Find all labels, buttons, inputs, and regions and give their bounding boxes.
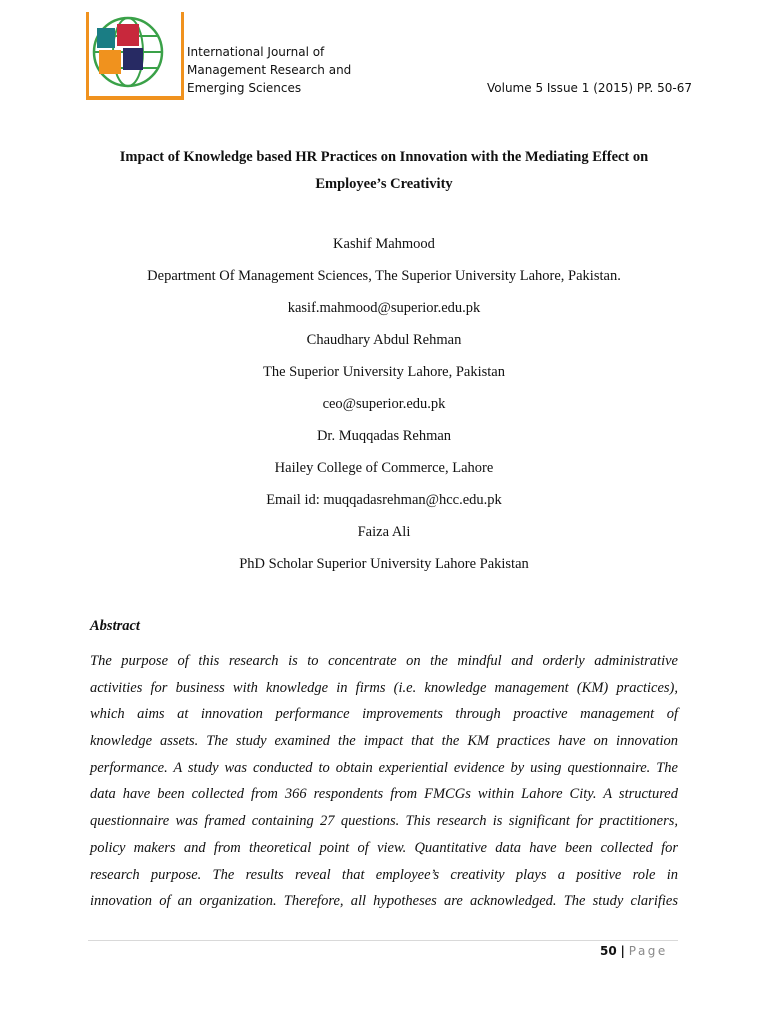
author-name: Dr. Muqqadas Rehman (316, 428, 452, 444)
paper-title-line: Employee’s Creativity (315, 176, 453, 192)
logo-right-bar (181, 12, 184, 100)
page-number: 50 (600, 944, 617, 958)
author-email: Email id: muqqadasrehman@hcc.edu.pk (266, 492, 502, 508)
journal-name-line: Emerging Sciences (187, 81, 302, 95)
abstract-line: research purpose. The results reveal that employee’s creativity plays a positive role in (90, 866, 678, 883)
logo-bottom-bar (86, 96, 184, 100)
abstract-line: which aims at innovation performance improvements through proactive management of (90, 706, 678, 723)
author-name: Faiza Ali (357, 524, 411, 540)
journal-name-line: Management Research and (187, 63, 352, 77)
logo-square-navy (123, 48, 143, 70)
abstract-line: knowledge assets. The study examined the impact that the KM practices have on innovation (90, 733, 678, 750)
logo-square-teal (97, 28, 115, 48)
author-email: kasif.mahmood@superior.edu.pk (287, 300, 481, 316)
logo-square-orange (99, 50, 121, 74)
globe-logo-icon (86, 12, 184, 100)
author-name: Chaudhary Abdul Rehman (306, 332, 462, 348)
page-separator: | (620, 944, 625, 958)
author-email: ceo@superior.edu.pk (322, 396, 446, 412)
abstract-heading: Abstract (90, 618, 140, 634)
abstract-line: policy makers and from theoretical point of view. Quantitative data have been collected for (90, 839, 678, 856)
journal-name (187, 43, 351, 97)
logo-square-red (117, 24, 139, 46)
author-name: Kashif Mahmood (333, 236, 435, 252)
page-label: Page (628, 944, 668, 958)
abstract-body (90, 648, 678, 915)
author-affiliation: The Superior University Lahore, Pakistan (262, 364, 505, 380)
paper-title (60, 144, 708, 198)
author-affiliation: Hailey College of Commerce, Lahore (274, 460, 494, 476)
abstract-line: activities for business with knowledge in firms (i.e. knowledge management (KM) practices), (90, 679, 678, 696)
journal-logo (86, 12, 184, 100)
journal-name-line: International Journal of (187, 45, 325, 59)
author-affiliation: Department Of Management Sciences, The Superior University Lahore, Pakistan. (147, 268, 621, 284)
abstract-line: The purpose of this research is to concentrate on the mindful and orderly administrative (90, 653, 678, 669)
abstract-line: data have been collected from 366 respondents from FMCGs within Lahore City. A structured (90, 786, 678, 803)
author-affiliation: PhD Scholar Superior University Lahore Pakistan (239, 556, 529, 572)
paper-title-line: Impact of Knowledge based HR Practices on Innovation with the Mediating Effect on (119, 149, 649, 165)
abstract-line: innovation of an organization. Therefore, all hypotheses are acknowledged. The study clarifies (90, 893, 678, 910)
abstract-line: performance. A study was conducted to obtain experiential evidence by using questionnaire. The (90, 759, 678, 776)
abstract-line: questionnaire was framed containing 27 questions. This research is significant for practitioners, (90, 813, 678, 830)
page-footer (600, 942, 668, 960)
author-block (60, 233, 708, 585)
volume-info: Volume 5 Issue 1 (2015) PP. 50-67 (487, 81, 693, 95)
logo-left-bar (86, 12, 89, 100)
footer-divider (88, 940, 678, 941)
